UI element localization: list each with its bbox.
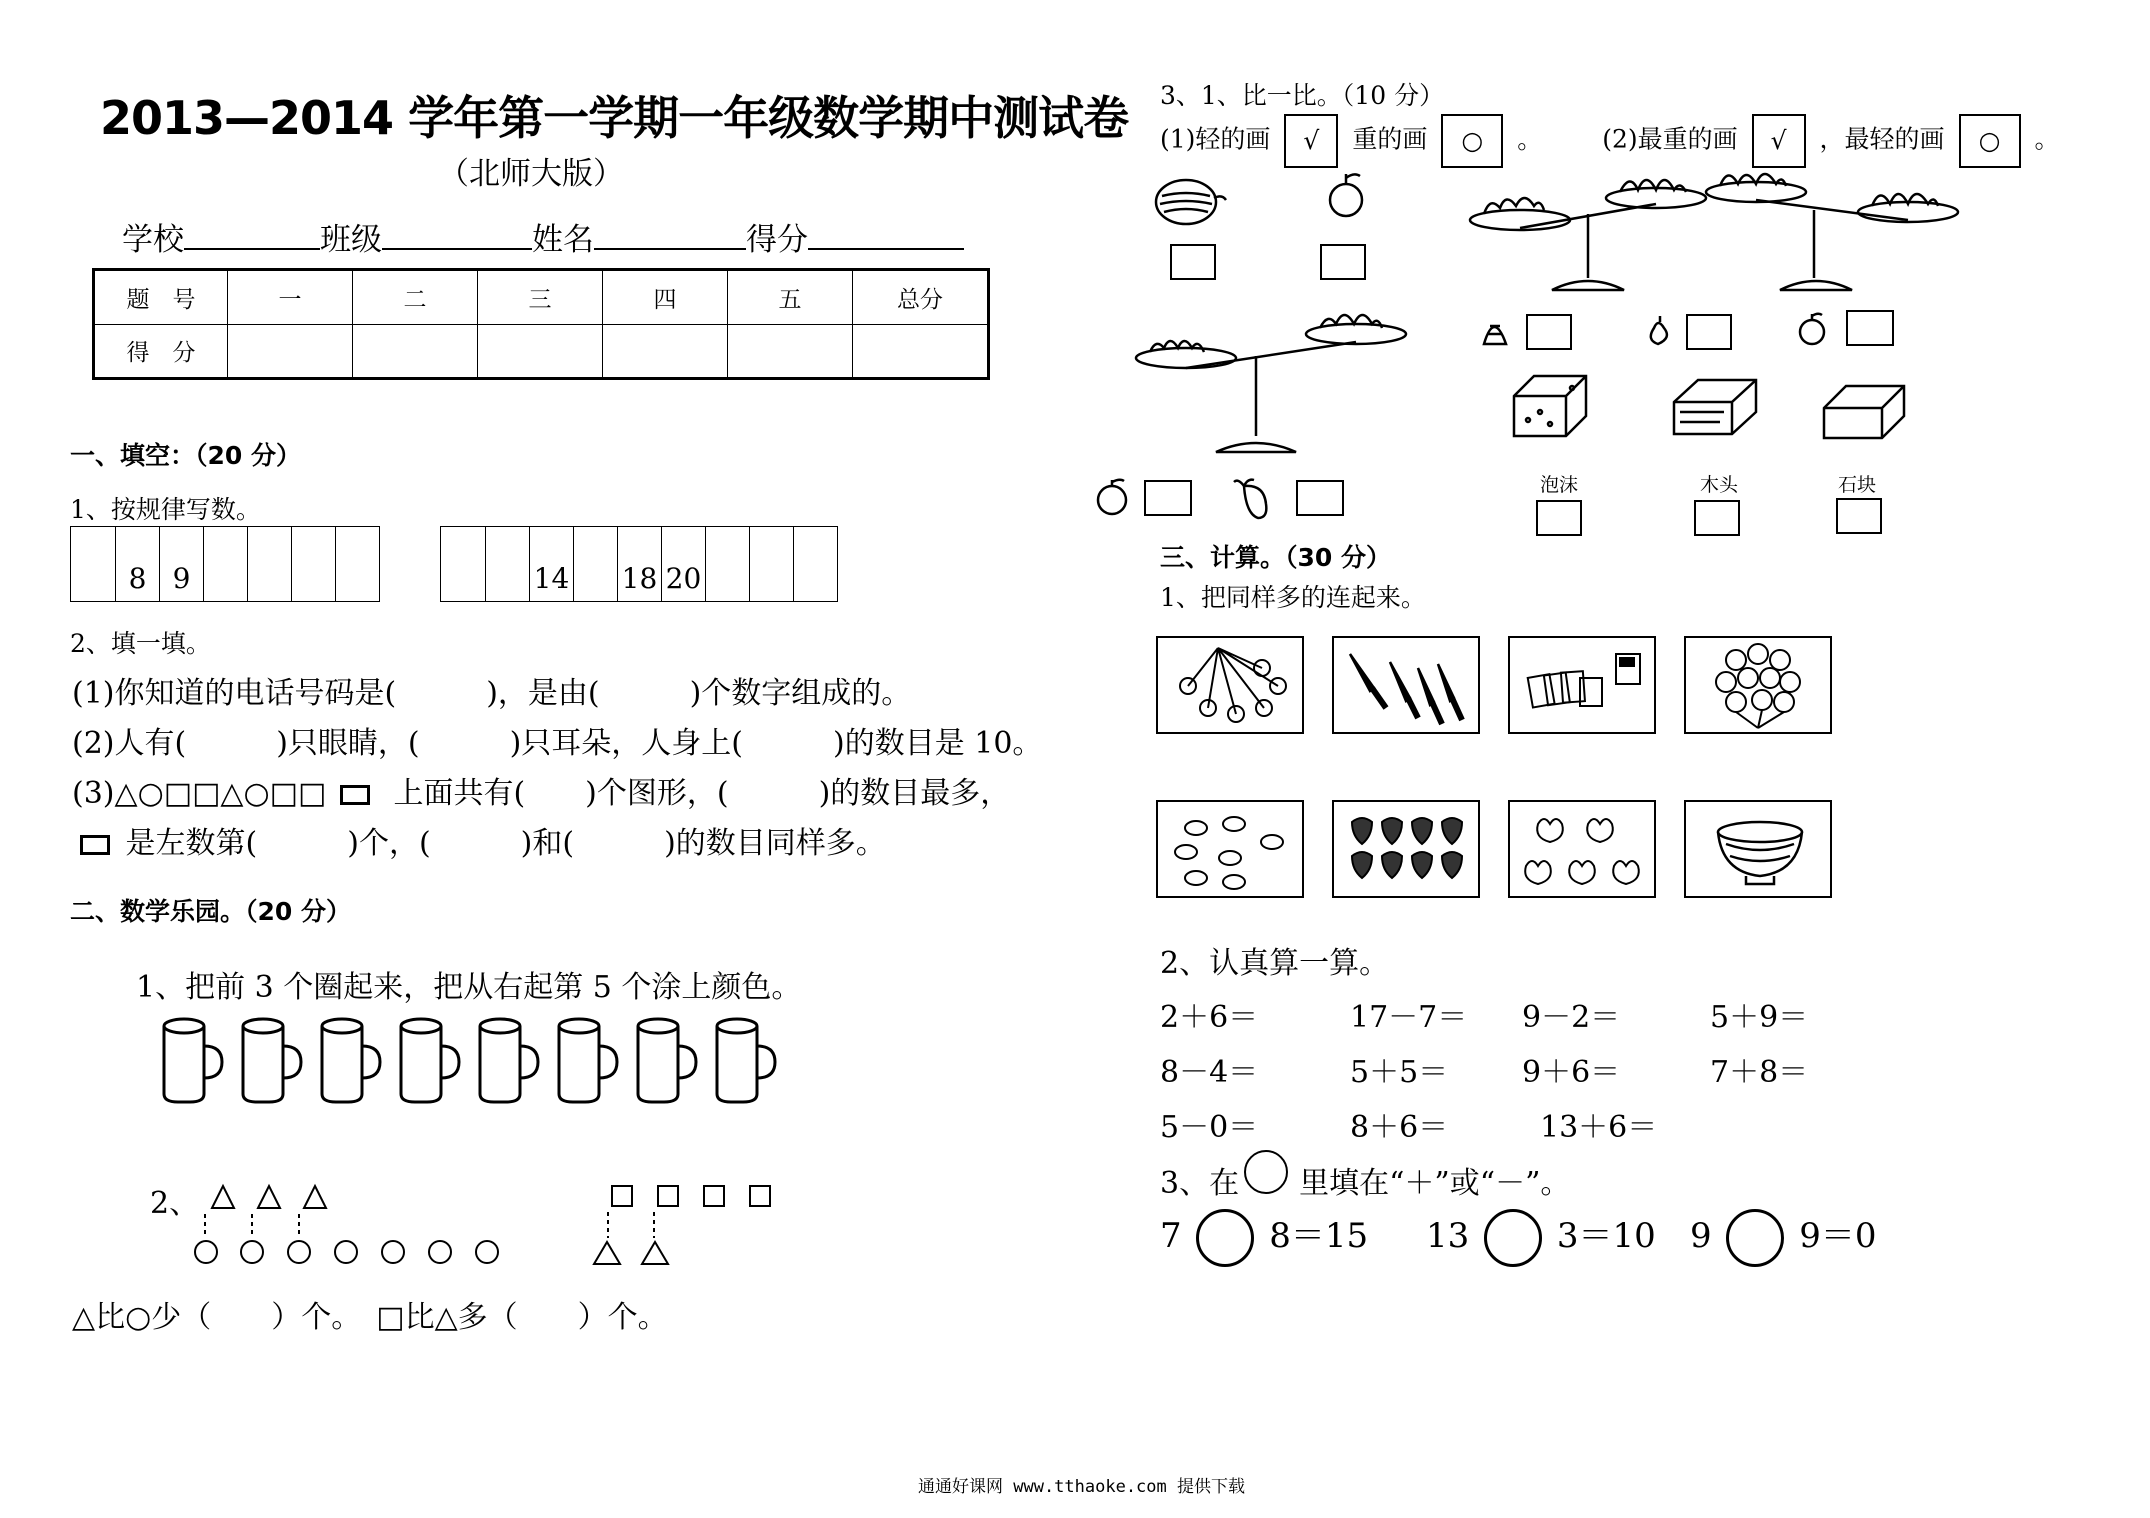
seq-cell: 14 [529,527,573,601]
seq-cell[interactable] [485,527,529,601]
seq-cell[interactable] [247,527,291,601]
answer-box[interactable] [1846,310,1894,346]
apple-icon [1098,486,1126,514]
seq-cell[interactable] [441,527,485,601]
page-subtitle: （北师大版） [438,156,624,192]
answer-box[interactable] [1686,314,1732,350]
score-head-1: 一 [228,270,353,325]
expr: 9＋6＝ [1522,1055,1621,1090]
seq-cell: 20 [661,527,705,601]
expr: 5－0＝ [1160,1110,1259,1145]
square-icon [612,1186,632,1206]
sequence-row-1 [70,526,380,602]
expr: 5＋5＝ [1350,1055,1449,1090]
class-label: 班级 [320,222,382,258]
square-icon [658,1186,678,1206]
answer-box[interactable] [1536,500,1582,536]
op-circle[interactable] [1484,1209,1542,1267]
triangle-icon [304,1186,326,1208]
wood-block-icon [1674,380,1756,434]
expr: 17－7＝ [1350,1000,1468,1035]
strawberries-icon [1334,802,1482,900]
pineapple-icon [1484,326,1506,344]
panel-balloons-stick[interactable] [1156,636,1304,734]
period: 。 [1517,124,1543,154]
answer-box[interactable] [1170,244,1216,280]
section2-heading: 二、数学乐园。（20 分） [70,897,351,926]
expr: 8＋6＝ [1350,1110,1449,1145]
score-cell[interactable] [353,324,478,379]
section2-q2-label: 2、 [150,1186,200,1221]
answer-box[interactable] [1144,480,1192,516]
score-head-4: 四 [603,270,728,325]
score-cell[interactable] [478,324,603,379]
answer-box[interactable] [1320,244,1366,280]
eq-left: 13 [1426,1216,1470,1256]
panel-peaches[interactable] [1508,800,1656,898]
triangle-icon [212,1186,234,1208]
balance-scale-lower [1130,310,1410,460]
section1-q2: 2、填一填。 [70,629,211,658]
answer-box[interactable] [1694,500,1740,536]
score-blank[interactable] [808,218,964,250]
score-head-2: 二 [353,270,478,325]
material-label-wood: 木头 [1700,474,1739,496]
material-blocks [1510,372,1910,442]
light-label: (1)轻的画 [1160,124,1271,154]
seq-cell[interactable] [71,527,115,601]
score-cell[interactable] [853,324,989,379]
seq-cell: 18 [617,527,661,601]
circle-icon [429,1241,451,1263]
eq-right: 9＝0 [1799,1216,1877,1256]
q2-line-4-text: 是左数第( )个，( )和( )的数目同样多。 [125,826,886,861]
lightest-answer-box[interactable]: ○ [1959,114,2021,168]
panel-strawberries[interactable] [1332,800,1480,898]
info-fields [122,214,964,259]
answer-box[interactable] [1836,498,1882,534]
score-head-total: 总分 [853,270,989,325]
section2-q2-answer: △比○少（ ）个。 □比△多（ ）个。 [72,1300,668,1335]
circle-icon [288,1241,310,1263]
seq-cell[interactable] [335,527,379,601]
circle-icon [382,1241,404,1263]
equation-3 [1690,1208,1877,1267]
panel-candies[interactable] [1156,800,1304,898]
school-blank[interactable] [184,218,320,250]
score-cell[interactable] [728,324,853,379]
heaviest-answer-box[interactable]: √ [1752,114,1806,168]
eq-right: 8＝15 [1269,1216,1369,1256]
panel-books[interactable] [1508,636,1656,734]
q2-line-1: (1)你知道的电话号码是( )，是由( )个数字组成的。 [72,676,912,711]
seq-cell: 8 [115,527,159,601]
score-table [92,268,990,380]
expr: 13＋6＝ [1540,1110,1658,1145]
heaviest-label: (2)最重的画 [1602,124,1738,154]
cup-icon[interactable] [717,1019,775,1102]
equation-2 [1426,1208,1656,1267]
section1-q1: 1、按规律写数。 [70,495,261,524]
section1-heading: 一、填空：（20 分） [70,441,301,470]
cup-icon[interactable] [243,1019,301,1102]
books-icon [1510,638,1658,736]
square-icon [750,1186,770,1206]
expr: 5＋9＝ [1710,1000,1809,1035]
compare-title: 3、1、比一比。（10 分） [1160,81,1445,110]
panel-knives[interactable] [1332,636,1480,734]
cup-icon[interactable] [638,1019,696,1102]
bowl-icon [1686,802,1834,900]
sequence-row-2 [440,526,838,602]
seq-cell[interactable] [749,527,793,601]
cup-icon[interactable] [559,1019,617,1102]
circle-icon [241,1241,263,1263]
footer-credit: 通通好课网 www.tthaoke.com 提供下载 [918,1477,1245,1497]
material-label-stone: 石块 [1838,474,1877,496]
material-label-foam: 泡沫 [1540,474,1579,496]
lightest-label: ，最轻的画 [1819,124,1945,154]
expr: 8－4＝ [1160,1055,1259,1090]
watermelon-apple-illustration [1150,172,1370,252]
triangle-icon [594,1242,620,1264]
cup-icon[interactable] [322,1019,380,1102]
name-blank[interactable] [594,218,746,250]
triangle-icon [258,1186,280,1208]
circle-icon [476,1241,498,1263]
score-head-3: 三 [478,270,603,325]
panel-bowl[interactable] [1684,800,1832,898]
cup-icon[interactable] [480,1019,538,1102]
apple-radish-icons [1094,476,1294,520]
flower-balloons-icon [1158,638,1306,736]
section2-q1: 1、把前 3 个圈起来，把从右起第 5 个涂上颜色。 [136,970,802,1005]
circle-icon [335,1241,357,1263]
expr: 7＋8＝ [1710,1055,1809,1090]
answer-box[interactable] [1526,314,1572,350]
circle-blank-icon [1244,1150,1288,1194]
compare-line [1160,114,2059,168]
expr: 9－2＝ [1522,1000,1621,1035]
pear-icon [1651,316,1667,344]
expr: 2＋6＝ [1160,1000,1259,1035]
balloon-bunch-icon [1686,638,1834,736]
score-cell[interactable] [603,324,728,379]
answer-box[interactable] [1296,480,1344,516]
seq-cell[interactable] [573,527,617,601]
square-icon [704,1186,724,1206]
triangle-icon [642,1242,668,1264]
eq-left: 9 [1690,1216,1712,1256]
seq-cell[interactable] [705,527,749,601]
page-title: 2013—2014 学年第一学期一年级数学期中测试卷 [100,91,1129,145]
rect-icon [340,785,370,805]
name-label: 姓名 [532,222,594,258]
q2-line-4 [80,818,886,862]
knives-icon [1334,638,1482,736]
op-circle[interactable] [1196,1209,1254,1267]
apple-icon [1330,184,1362,216]
cups-row [160,1016,780,1116]
class-blank[interactable] [382,218,532,250]
rect-icon [80,835,110,855]
calc-q1: 1、把同样多的连起来。 [1160,583,1426,612]
equation-1 [1160,1208,1368,1267]
score-head-0: 题 号 [94,270,228,325]
stone-block-icon [1824,386,1904,438]
school-label: 学校 [122,222,184,258]
shapes-compare-diagram [196,1180,796,1276]
eq-left: 7 [1160,1216,1182,1256]
calc-q2: 2、认真算一算。 [1160,946,1390,981]
score-head-5: 五 [728,270,853,325]
cup-icon[interactable] [164,1019,222,1102]
peaches-icon [1510,802,1658,900]
light-answer-box[interactable]: √ [1284,114,1338,168]
calc-heading: 三、计算。（30 分） [1160,543,1391,572]
seq-cell[interactable] [291,527,335,601]
radish-icon [1234,480,1266,518]
op-circle[interactable] [1726,1209,1784,1267]
seq-cell[interactable] [203,527,247,601]
q2-line-2: (2)人有( )只眼睛，( )只耳朵，人身上( )的数目是 10。 [72,726,1043,761]
score-label: 得分 [746,222,808,258]
candies-icon [1158,802,1306,900]
period: 。 [2034,124,2060,154]
balance-scales-upper [1470,168,1990,300]
heavy-label: 重的画 [1352,124,1428,154]
shape-sequence: (3)△○□□△○□□ [72,776,327,811]
seq-cell: 9 [159,527,203,601]
circle-icon [195,1241,217,1263]
calc-q3: 3、在 里填在“＋”或“－”。 [1160,1166,1571,1201]
score-row-label: 得 分 [94,324,228,379]
heavy-answer-box[interactable]: ○ [1441,114,1503,168]
q2-line-3-text: 上面共有( )个图形，( )的数目最多， [393,776,1011,811]
apple-icon [1800,320,1824,344]
seq-cell[interactable] [793,527,837,601]
q2-line-3 [72,768,1010,812]
cup-icon[interactable] [401,1019,459,1102]
score-cell[interactable] [228,324,353,379]
panel-balloons[interactable] [1684,636,1832,734]
eq-right: 3＝10 [1556,1216,1656,1256]
